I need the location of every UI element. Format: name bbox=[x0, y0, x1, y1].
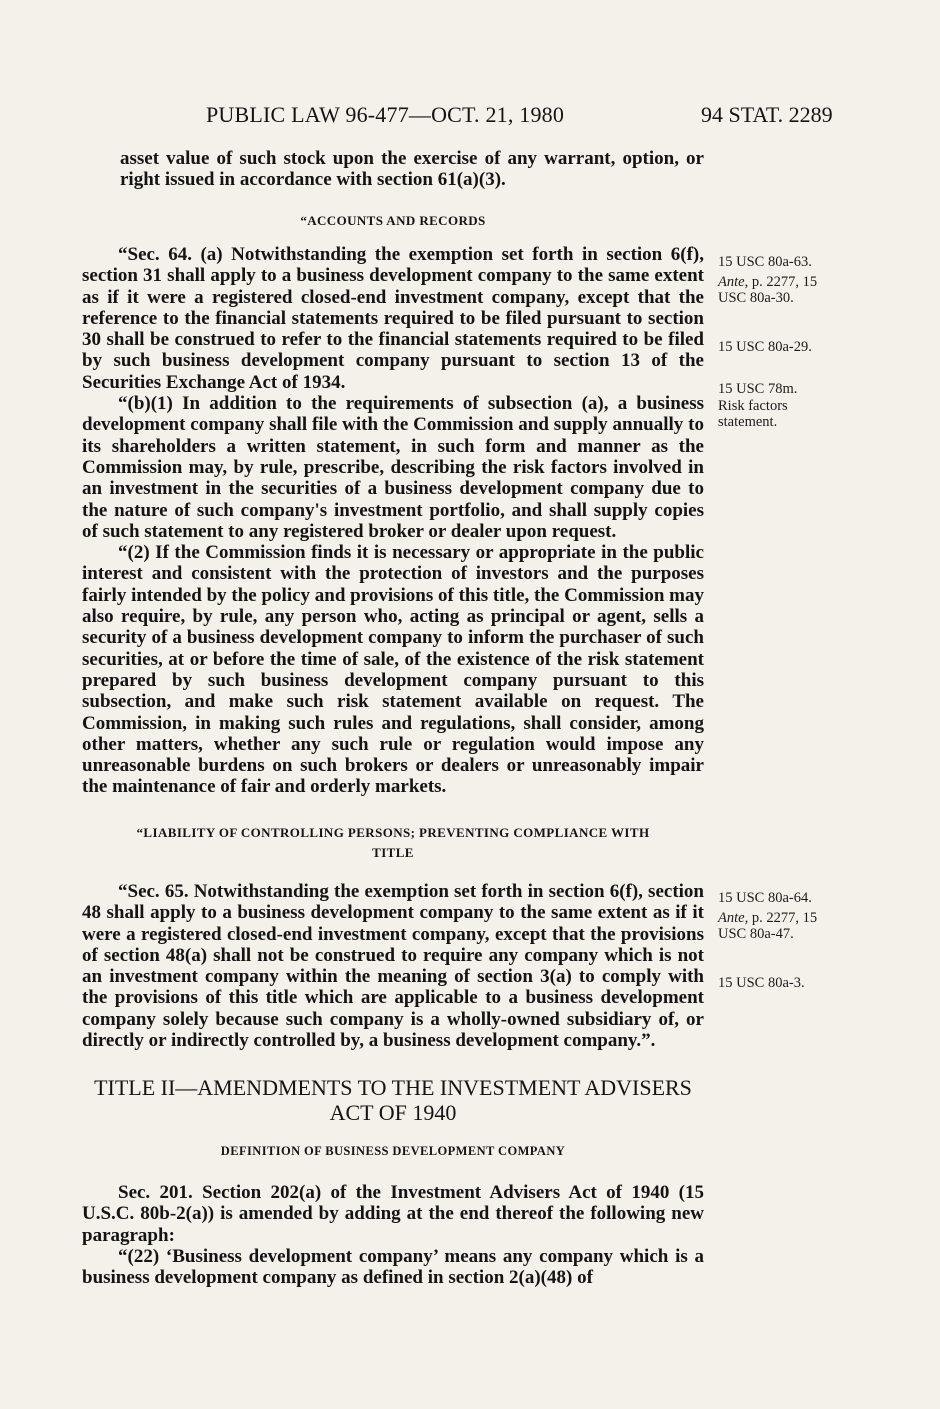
title-ii-line1: TITLE II—AMENDMENTS TO THE INVESTMENT ADVISERS bbox=[94, 1075, 692, 1100]
margin-note-risk-factors: Risk factors statement. bbox=[718, 398, 788, 430]
section-65-heading-line1: “LIABILITY OF CONTROLLING PERSONS; PREVENTING COMPLIANCE WITH bbox=[136, 825, 650, 840]
margin-note-80a-63: 15 USC 80a-63. bbox=[718, 254, 812, 270]
page-header-stat: 94 STAT. 2289 bbox=[701, 102, 833, 127]
title-ii-heading bbox=[82, 1075, 704, 1125]
page-header-title: PUBLIC LAW 96-477—OCT. 21, 1980 bbox=[206, 102, 565, 127]
section-65-para: “Sec. 65. Notwithstanding the exemption set forth in section 6(f), section 48 shall apply to a business development company to the same extent as if it were a registered closed-end investment company, except that the provisions of section 48(a) shall not be construed to require any company which is not an investment company within the meaning of section 3(a) to comply with the provisions of this title which are applicable to a business development company solely because such company is a wholly-owned subsidiary of, or directly or indirectly controlled by, a business development company.”. bbox=[82, 881, 704, 1052]
section-64-para-b1: “(b)(1) In addition to the requirements of subsection (a), a business development company shall file with the Commission and supply annually to its shareholders a written statement, in such form and manner as the Commission may, by rule, prescribe, describing the risk factors involved in an investment in the securities of a business development company due to the nature of such company's investment portfolio, and shall supply copies of such statement to any registered broker or dealer upon request. bbox=[82, 393, 704, 542]
margin-note-78m: 15 USC 78m. bbox=[718, 381, 798, 397]
title-ii-line2: ACT OF 1940 bbox=[329, 1100, 457, 1125]
section-65-heading-line2: TITLE bbox=[372, 845, 414, 860]
section-65-heading bbox=[82, 823, 704, 863]
section-64-body bbox=[82, 244, 704, 798]
section-64-heading: “ACCOUNTS AND RECORDS bbox=[300, 213, 486, 228]
continuation-paragraph: asset value of such stock upon the exercise of any warrant, option, or right issued in accordance with section 61(a)(3). bbox=[120, 148, 704, 191]
definition-subheading: DEFINITION OF BUSINESS DEVELOPMENT COMPANY bbox=[220, 1144, 566, 1158]
margin-note-80a-3: 15 USC 80a-3. bbox=[718, 975, 805, 991]
paragraph-22: “(22) ‘Business development company’ means any company which is a business development company as defined in section 2(a)(48) of bbox=[82, 1245, 704, 1289]
title-ii-body bbox=[82, 1182, 704, 1288]
margin-note-ante-2277-a: Ante, p. 2277, 15 USC 80a-30. bbox=[718, 274, 818, 306]
section-64-para-b2: “(2) If the Commission finds it is necessary or appropriate in the public interest and consistent with the protection of investors and the purposes fairly intended by the policy and provisions of this title, the Commission may also require, by rule, any person who, acting as principal or agent, sells a security of a business development company to inform the purchaser of such securities, at or before the time of sale, of the existence of the risk statement prepared by such business development company pursuant to this subsection, and make such risk statement available on request. The Commission, in making such rules and regulations, shall consider, among other matters, whether any such rule or regulation would impose any unreasonable burdens on such brokers or dealers or unreasonably impair the maintenance of fair and orderly markets. bbox=[82, 542, 704, 798]
margin-note-ante-2277-b: Ante, p. 2277, 15 USC 80a-47. bbox=[718, 910, 818, 942]
margin-note-80a-64: 15 USC 80a-64. bbox=[718, 890, 812, 906]
section-201-para: Sec. 201. Section 202(a) of the Investment Advisers Act of 1940 (15 U.S.C. 80b-2(a)) is amended by adding at the end thereof the following new paragraph: bbox=[82, 1182, 704, 1246]
section-65-body bbox=[82, 881, 704, 1051]
margin-note-80a-29: 15 USC 80a-29. bbox=[718, 339, 812, 355]
section-64-para-a: “Sec. 64. (a) Notwithstanding the exemption set forth in section 6(f), section 31 shall apply to a business development company to the same extent as if it were a registered closed-end investment company, except that the reference to the financial statements required to be filed pursuant to section 30 shall be construed to refer to the financial statements required to be filed by such business development company pursuant to section 13 of the Securities Exchange Act of 1934. bbox=[82, 244, 704, 393]
